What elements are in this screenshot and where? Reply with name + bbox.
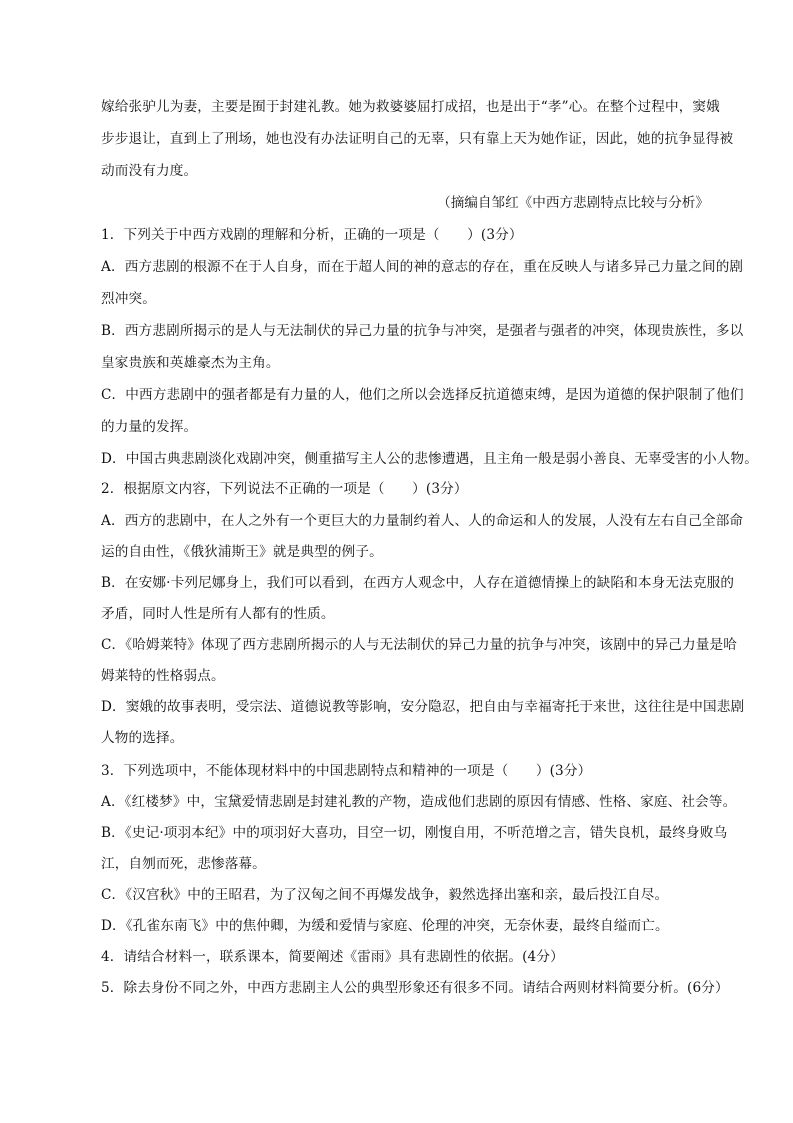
question-2-option-a: 运的自由性，《俄狄浦斯王》就是典型的例子。 bbox=[101, 544, 383, 560]
question-1-option-b: B．西方悲剧所揭示的是人与无法制伏的异己力量的抗争与冲突，是强者与强者的冲突，体现贵族性，多以 bbox=[101, 323, 744, 339]
question-3-option-b: 江，自刎而死，悲惨落幕。 bbox=[101, 856, 266, 872]
passage-line: 步步退让，直到上了刑场，她也没有办法证明自己的无辜，只有靠上天为她作证，因此，她的抗争显得被 bbox=[101, 131, 734, 147]
question-2-option-b: B．在安娜·卡列尼娜身上，我们可以看到，在西方人观念中，人存在道德情操上的缺陷和本身无法克服的 bbox=[101, 575, 735, 591]
question-1-option-d: D．中国古典悲剧淡化戏剧冲突，侧重描写主人公的悲惨遭遇，且主角一般是弱小善良、无辜受害的小人物。 bbox=[101, 451, 759, 467]
question-2-stem: 2．根据原文内容，下列说法不正确的一项是（ ）(3分） bbox=[101, 481, 468, 497]
question-2-option-b: 矛盾，同时人性是所有人都有的性质。 bbox=[101, 606, 335, 622]
question-2-option-d: D．窦娥的故事表明，受宗法、道德说教等影响，安分隐忍，把自由与幸福寄托于来世，这往往是中国悲剧 bbox=[101, 699, 745, 715]
question-4-stem: 4．请结合材料一，联系课本，简要阐述《雷雨》具有悲剧性的依据。(4分） bbox=[101, 949, 564, 965]
question-5-stem: 5．除去身份不同之外，中西方悲剧主人公的典型形象还有很多不同。请结合两则材料简要分析。(6分） bbox=[101, 980, 729, 996]
question-3-option-a: A．《红楼梦》中，宝黛爱情悲剧是封建礼教的产物，造成他们悲剧的原因有情感、性格、家庭、社会等。 bbox=[101, 794, 737, 810]
source-citation: （摘编自邹红《中西方悲剧特点比较与分析》 bbox=[437, 195, 709, 211]
question-2-option-a: A．西方的悲剧中，在人之外有一个更巨大的力量制约着人、人的命运和人的发展，人没有左右自己全部命 bbox=[101, 513, 744, 529]
question-1-option-a: 烈冲突。 bbox=[101, 291, 156, 307]
question-2-option-c: 姆莱特的性格弱点。 bbox=[101, 668, 225, 684]
passage-line: 动而没有力度。 bbox=[101, 163, 198, 179]
passage-line: 嫁给张驴儿为妻，主要是囿于封建礼教。她为救婆婆屈打成招，也是出于“孝”心。在整个过程中，窦娥 bbox=[101, 99, 720, 115]
question-2-option-d: 人物的选择。 bbox=[101, 730, 184, 746]
question-3-option-c: C．《汉宫秋》中的王昭君，为了汉匈之间不再爆发战争，毅然选择出塞和亲，最后投江自尽。 bbox=[101, 887, 669, 903]
question-2-option-c: C．《哈姆莱特》体现了西方悲剧所揭示的人与无法制伏的异己力量的抗争与冲突，该剧中的异己力量是哈 bbox=[101, 637, 737, 653]
question-1-option-b: 皇家贵族和英雄豪杰为主角。 bbox=[101, 355, 280, 371]
question-3-stem: 3．下列选项中，不能体现材料中的中国悲剧特点和精神的一项是（ ）(3分） bbox=[101, 763, 592, 779]
question-3-option-b: B．《史记·项羽本纪》中的项羽好大喜功，目空一切，刚愎自用，不听范增之言，错失良机，最终身败乌 bbox=[101, 825, 728, 841]
question-1-stem: 1．下列关于中西方戏剧的理解和分析，正确的一项是（ ）(3分） bbox=[101, 227, 523, 243]
question-1-option-c: C．中西方悲剧中的强者都是有力量的人，他们之所以会选择反抗道德束缚，是因为道德的保护限制了他们 bbox=[101, 387, 744, 403]
question-1-option-c: 的力量的发挥。 bbox=[101, 419, 198, 435]
question-3-option-d: D．《孔雀东南飞》中的焦仲卿，为缓和爱情与家庭、伦理的冲突，无奈休妻，最终自缢而亡。 bbox=[101, 918, 669, 934]
question-1-option-a: A．西方悲剧的根源不在于人自身，而在于超人间的神的意志的存在，重在反映人与诸多异己力量之间的剧 bbox=[101, 259, 744, 275]
